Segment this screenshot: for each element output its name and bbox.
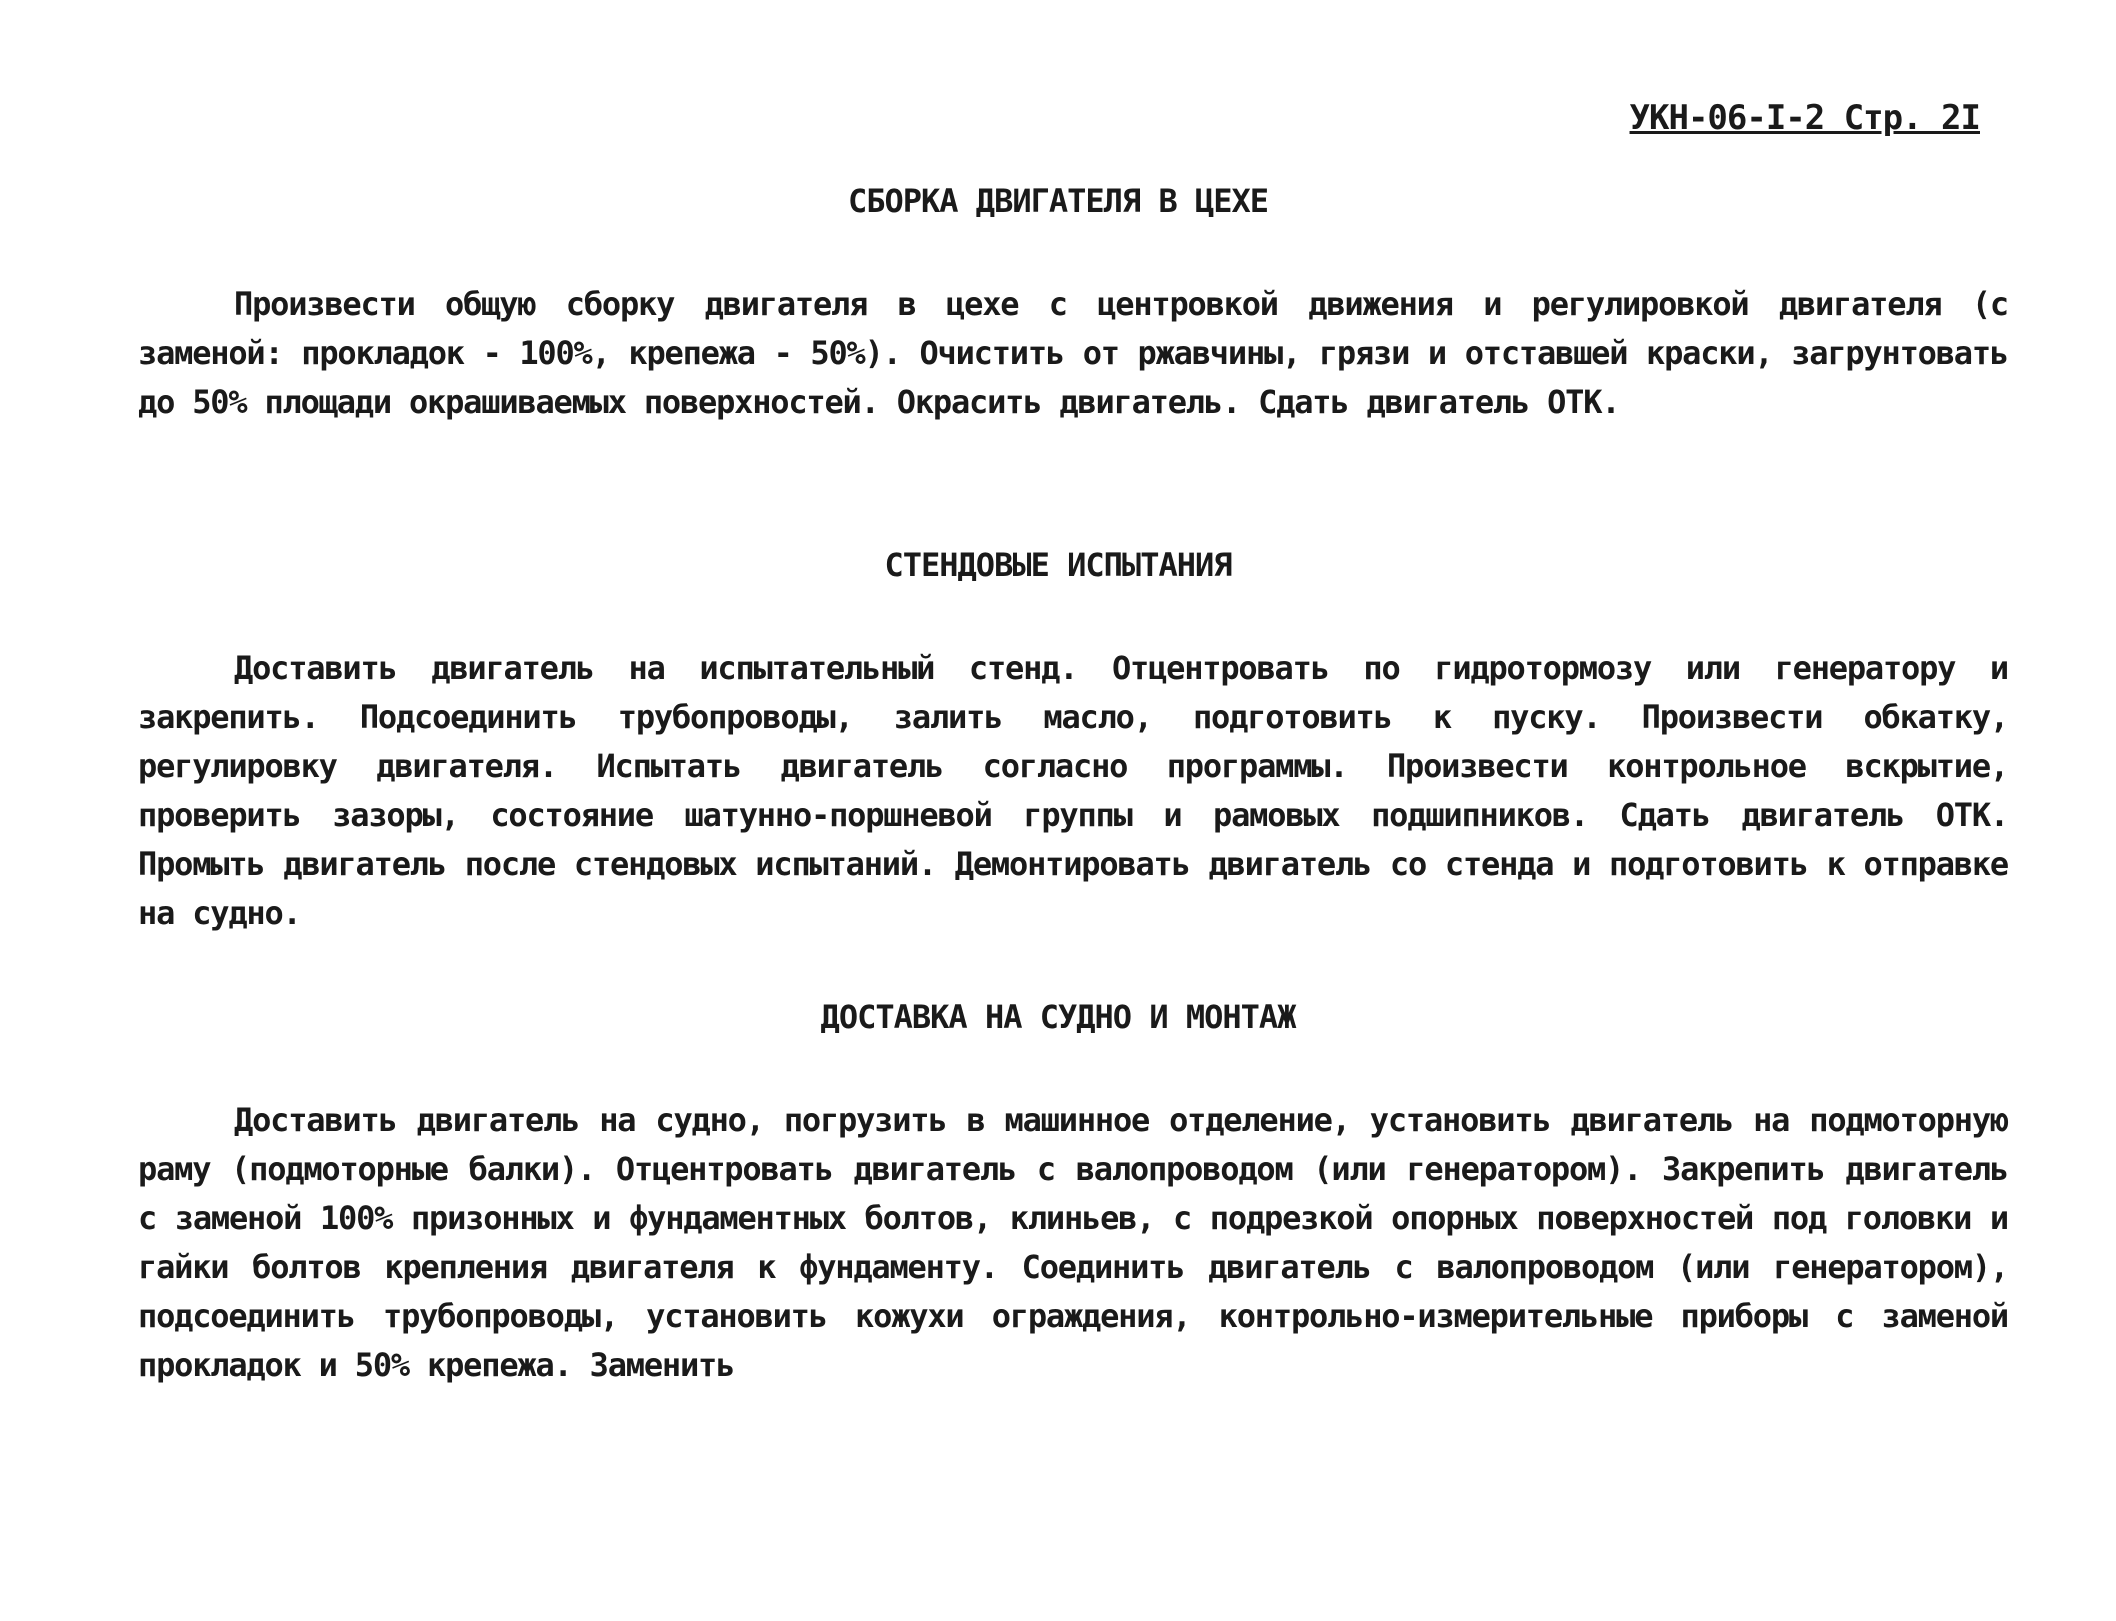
section-title-delivery-installation: ДОСТАВКА НА СУДНО И МОНТАЖ — [820, 998, 1296, 1036]
section-title-bench-tests: СТЕНДОВЫЕ ИСПЫТАНИЯ — [884, 546, 1232, 584]
document-reference: УКН-06-I-2 Стр. 2I — [1629, 98, 1980, 138]
section-text-bench-tests: Доставить двигатель на испытательный стенд. Отцентровать по гидротормозу или генератору и закрепить. Подсоединить трубопроводы, залить масло, подготовить к пуску. Произвести обкатку, регулировку двигателя. Испытать двигатель согласно программы. Произвести контрольное вскрытие, проверить зазоры, состояние шатунно-поршневой группы и рамовых подшипников. Сдать двигатель ОТК. Промыть двигатель после стендовых испытаний. Демонтировать двигатель со стенда и подготовить к отправке на судно. — [138, 649, 2008, 932]
section-text-delivery-installation: Доставить двигатель на судно, погрузить в машинное отделение, установить двигатель на подмоторную раму (подмоторные балки). Отцентровать двигатель с валопроводом (или генератором). Закрепить двигатель с заменой 100% призонных и фундаментных болтов, клиньев, с подрезкой опорных поверхностей под головки и гайки болтов крепления двигателя к фундаменту. Соединить двигатель с валопроводом (или генератором), подсоединить трубопроводы, установить кожухи ограждения, контрольно-измерительные приборы с заменой прокладок и 50% крепежа. Заменить — [138, 1101, 2008, 1384]
section-text-assembly: Произвести общую сборку двигателя в цехе с центровкой движения и регулировкой двигателя (с заменой: прокладок - 100%, крепежа - 50%). Очистить от ржавчины, грязи и отставшей краски, загрунтовать до 50% площади окрашиваемых поверхностей. Окрасить двигатель. Сдать двигатель ОТК. — [138, 285, 2008, 421]
section-title-assembly: СБОРКА ДВИГАТЕЛЯ В ЦЕХЕ — [847, 182, 1269, 220]
